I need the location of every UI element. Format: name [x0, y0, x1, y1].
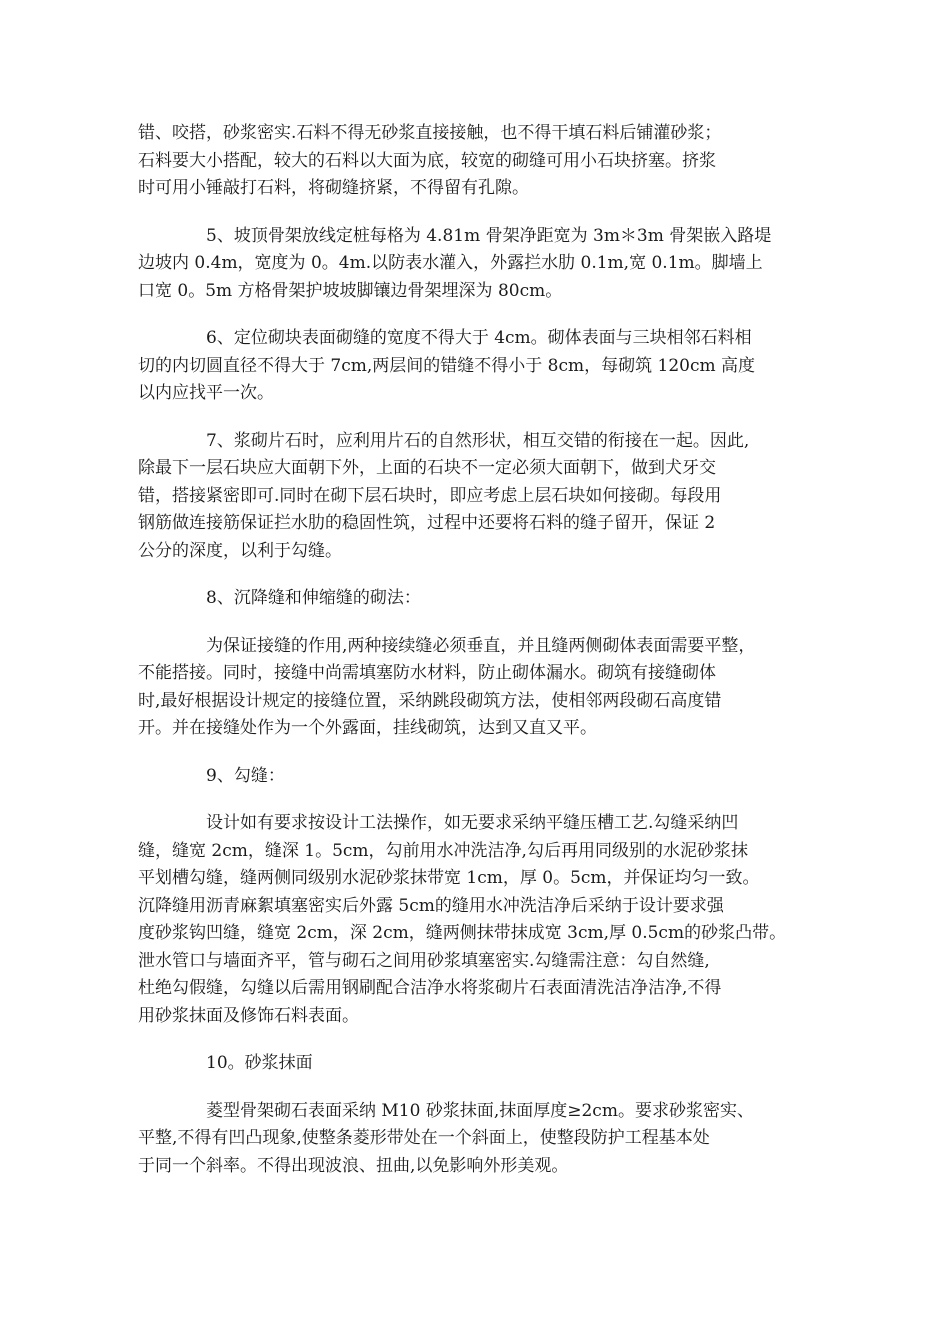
text-line: 边坡内 0.4m，宽度为 0。4m.以防表水灌入，外露拦水肋 0.1m,宽 0.1m。脚墙上 — [138, 253, 763, 273]
text-line: 石料要大小搭配，较大的石料以大面为底，较宽的砌缝可用小石块挤塞。挤浆 — [138, 150, 716, 171]
text-line: 用砂浆抹面及修饰石料表面。 — [138, 1005, 359, 1026]
text-line: 为保证接缝的作用,两种接续缝必须垂直，并且缝两侧砌体表面需要平整， — [206, 635, 756, 656]
text-line: 公分的深度，以利于勾缝。 — [138, 540, 342, 561]
text-line: 错，搭接紧密即可.同时在砌下层石块时，即应考虑上层石块如何接砌。每段用 — [138, 485, 722, 506]
text-line: 平划槽勾缝，缝两侧同级别水泥砂浆抹带宽 1cm，厚 0。5cm，并保证均匀一致。 — [138, 868, 760, 888]
text-line: 10。砂浆抹面 — [206, 1053, 313, 1073]
text-line: 时可用小锤敲打石料，将砌缝挤紧，不得留有孔隙。 — [138, 178, 529, 198]
document-body — [138, 120, 832, 1200]
paragraph-item-7 — [138, 428, 832, 566]
text-line: 除最下一层石块应大面朝下外，上面的石块不一定必须大面朝下，做到犬牙交 — [138, 458, 716, 478]
text-line: 错、咬搭，砂浆密实.石料不得无砂浆直接接触，也不得干填石料后铺灌砂浆； — [138, 123, 722, 143]
paragraph-item-5 — [138, 223, 832, 306]
text-line: 于同一个斜率。不得出现波浪、扭曲,以免影响外形美观。 — [138, 1155, 569, 1176]
text-line: 设计如有要求按设计工法操作，如无要求采纳平缝压槽工艺.勾缝采纳凹 — [206, 813, 739, 833]
heading-item-10 — [138, 1050, 832, 1078]
paragraph-item-9-body — [138, 810, 832, 1030]
paragraph-item-8-body — [138, 633, 832, 743]
heading-item-9 — [138, 763, 832, 791]
text-line: 以内应找平一次。 — [138, 383, 274, 403]
text-line: 8、沉降缝和伸缩缝的砌法： — [206, 588, 421, 608]
paragraph-item-10-body — [138, 1098, 832, 1181]
text-line: 泄水管口与墙面齐平，管与砌石之间用砂浆填塞密实.勾缝需注意：勾自然缝, — [138, 950, 710, 971]
text-line: 7、浆砌片石时，应利用片石的自然形状，相互交错的衔接在一起。因此, — [206, 430, 750, 451]
text-line: 口宽 0。5m 方格骨架护坡坡脚镶边骨架埋深为 80cm。 — [138, 280, 563, 301]
paragraph-masonry-continued — [138, 120, 832, 203]
text-line: 6、定位砌块表面砌缝的宽度不得大于 4cm。砌体表面与三块相邻石料相 — [206, 328, 752, 348]
text-line: 时,最好根据设计规定的接缝位置，采纳跳段砌筑方法，使相邻两段砌石高度错 — [138, 690, 722, 711]
text-line: 不能搭接。同时，接缝中尚需填塞防水材料，防止砌体漏水。砌筑有接缝砌体 — [138, 663, 716, 683]
text-line: 开。并在接缝处作为一个外露面，挂线砌筑，达到又直又平。 — [138, 718, 597, 738]
text-line: 缝，缝宽 2cm，缝深 1。5cm，勾前用水冲洗洁净,勾后再用同级别的水泥砂浆抹 — [138, 840, 748, 861]
heading-item-8 — [138, 585, 832, 613]
text-line: 杜绝勾假缝，勾缝以后需用钢刷配合洁净水将浆砌片石表面清洗洁净洁净,不得 — [138, 978, 722, 998]
text-line: 切的内切圆直径不得大于 7cm,两层间的错缝不得小于 8cm，每砌筑 120cm 高度 — [138, 355, 756, 376]
text-line: 9、勾缝： — [206, 765, 285, 786]
text-line: 菱型骨架砌石表面采纳 M10 砂浆抹面,抹面厚度≥2cm。要求砂浆密实、 — [206, 1100, 754, 1121]
text-line: 平整,不得有凹凸现象,使整条菱形带处在一个斜面上，使整段防护工程基本处 — [138, 1128, 710, 1148]
text-line: 5、坡顶骨架放线定桩每格为 4.81m 骨架净距宽为 3m＊3m 骨架嵌入路堤 — [206, 225, 772, 246]
text-line: 钢筋做连接筋保证拦水肋的稳固性筑，过程中还要将石料的缝子留开，保证 2 — [138, 513, 716, 533]
paragraph-item-6 — [138, 325, 832, 408]
text-line: 度砂浆钩凹缝，缝宽 2cm，深 2cm，缝两侧抹带抹成宽 3cm,厚 0.5cm的砂浆凸带。 — [138, 923, 787, 943]
text-line: 沉降缝用沥青麻絮填塞密实后外露 5cm的缝用水冲洗洁净后采纳于设计要求强 — [138, 895, 724, 916]
